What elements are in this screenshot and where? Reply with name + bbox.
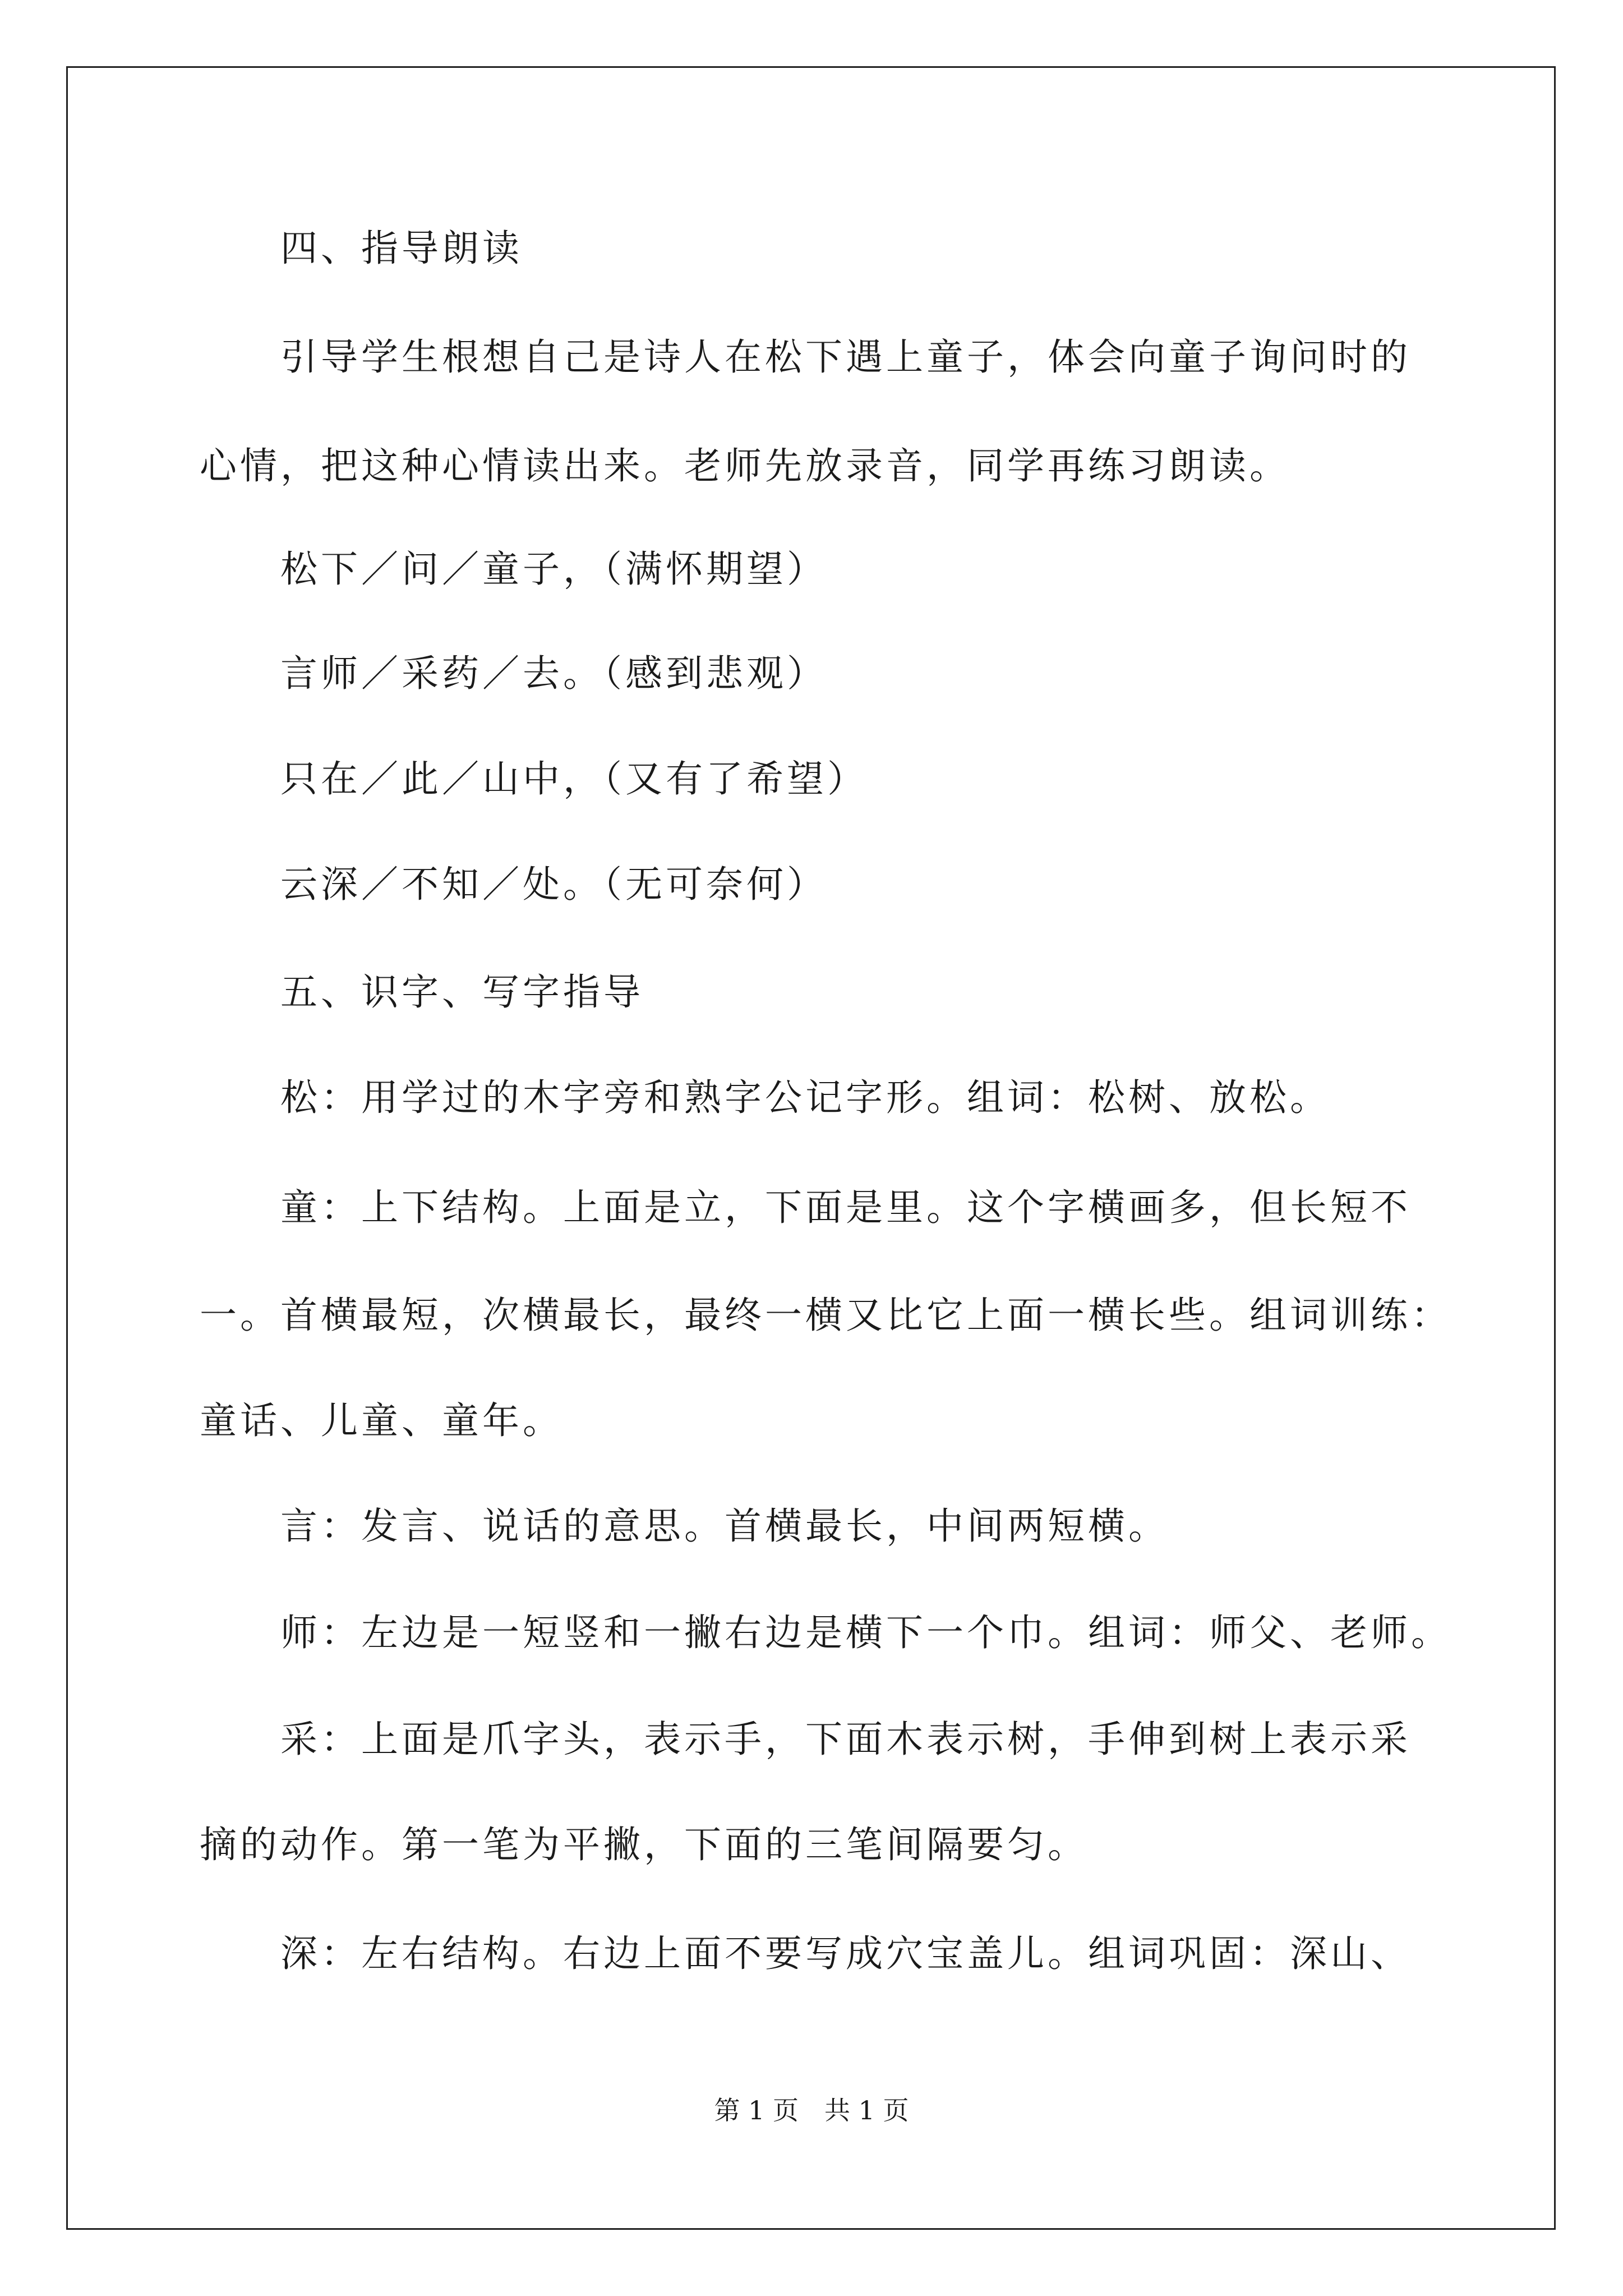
paragraph-line: 深：左右结构。右边上面不要写成穴宝盖儿。组词巩固：深山、: [280, 1932, 1411, 1975]
paragraph-line: 师：左边是一短竖和一撇右边是横下一个巾。组词：师父、老师。: [280, 1611, 1451, 1654]
paragraph-line: 童话、儿童、童年。: [200, 1399, 563, 1442]
poem-line: 只在／此／山中，（又有了希望）: [280, 757, 868, 800]
paragraph-line: 童：上下结构。上面是立，下面是里。这个字横画多，但长短不: [280, 1186, 1411, 1229]
paragraph-line: 摘的动作。第一笔为平撇，下面的三笔间隔要匀。: [200, 1823, 1088, 1866]
poem-line: 松下／问／童子，（满怀期望）: [280, 547, 827, 591]
paragraph-line: 采：上面是爪字头，表示手，下面木表示树，手伸到树上表示采: [280, 1718, 1411, 1761]
page-footer: 第 1 页 共 1 页: [714, 2095, 909, 2125]
poem-line: 言师／采药／去。（感到悲观）: [280, 652, 827, 695]
heading-character-writing: 五、识字、写字指导: [280, 970, 644, 1014]
page-border: [66, 66, 1556, 2230]
heading-guided-reading: 四、指导朗读: [280, 227, 523, 270]
paragraph-line: 言：发言、说话的意思。首横最长，中间两短横。: [280, 1504, 1169, 1548]
poem-line: 云深／不知／处。（无可奈何）: [280, 863, 827, 906]
paragraph-line: 一。首横最短，次横最长，最终一横又比它上面一横长些。组词训练：: [200, 1294, 1451, 1337]
paragraph-line: 心情，把这种心情读出来。老师先放录音，同学再练习朗读。: [200, 444, 1290, 487]
paragraph-line: 松：用学过的木字旁和熟字公记字形。组词：松树、放松。: [280, 1076, 1330, 1119]
paragraph-line: 引导学生根想自己是诗人在松下遇上童子，体会向童子询问时的: [280, 335, 1411, 379]
